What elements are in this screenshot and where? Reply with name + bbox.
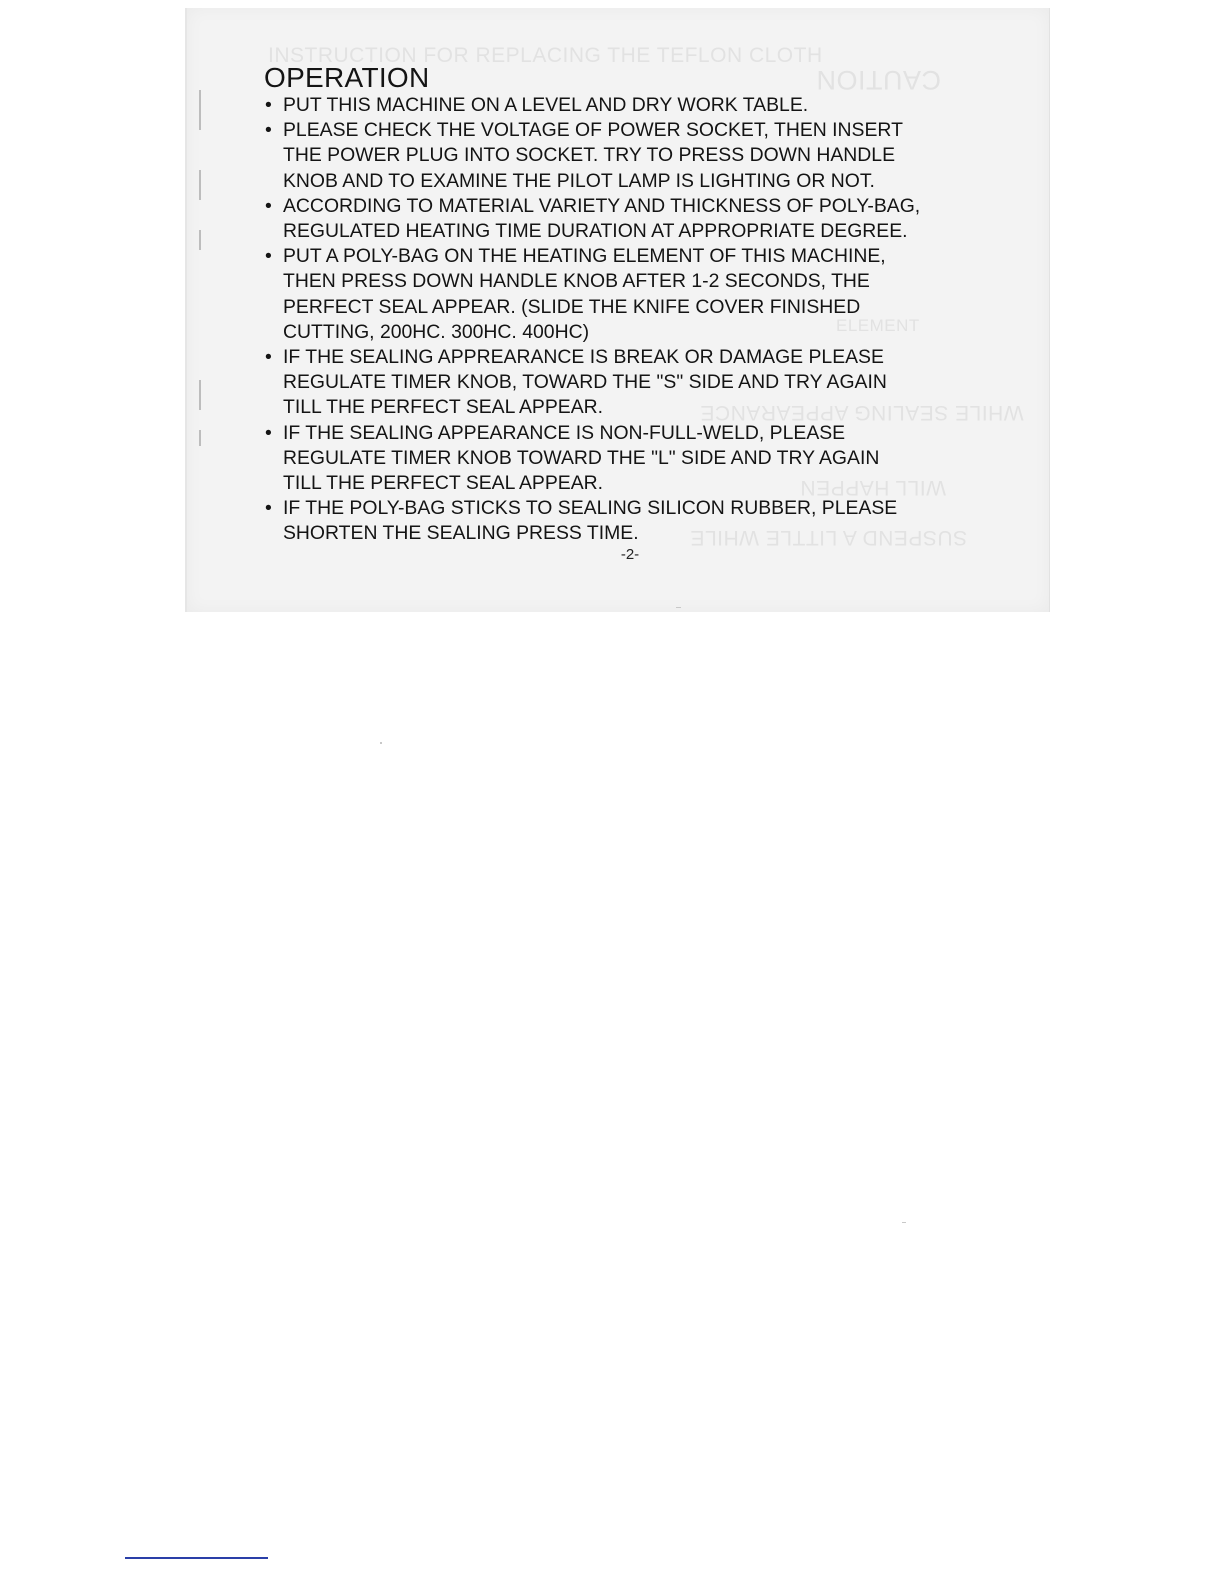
bleed-through-line: CAUTION — [816, 65, 941, 95]
list-item-text: ACCORDING TO MATERIAL VARIETY AND THICKNESS OF POLY-BAG, REGULATED HEATING TIME DURATION AT APPROPRIATE DEGREE. — [283, 194, 921, 243]
page-number: -2- — [620, 546, 640, 563]
list-item — [263, 118, 1023, 194]
section-heading: OPERATION — [264, 62, 430, 93]
scan-artifact-line — [125, 1557, 268, 1559]
instruction-list — [263, 93, 1023, 547]
scan-speck — [902, 1222, 906, 1223]
bleed-through-line: ELEMENT — [836, 316, 920, 335]
bullet: • — [265, 94, 272, 116]
list-item-text: IF THE SEALING APPEARANCE IS NON-FULL-WELD, PLEASE REGULATE TIMER KNOB TOWARD THE "L" SIDE AND TRY AGAIN TILL THE PERFECT SEAL APPEAR. — [283, 421, 880, 495]
bullet: • — [265, 194, 272, 217]
bullet: • — [265, 119, 272, 142]
list-item-text: PUT A POLY-BAG ON THE HEATING ELEMENT OF THIS MACHINE, THEN PRESS DOWN HANDLE KNOB AFTER 1-2 SECONDS, THE PERFECT SEAL APPEAR. (SLIDE THE KNIFE COVER FINISHED CUTTING, 200HC. 300HC. 400HC) — [283, 245, 886, 343]
list-item — [263, 496, 1023, 546]
bleed-through-line: WILL HAPPEN — [800, 476, 946, 499]
list-item-text: IF THE POLY-BAG STICKS TO SEALING SILICON RUBBER, PLEASE SHORTEN THE SEALING PRESS TIME. — [283, 497, 898, 545]
bullet: • — [265, 245, 272, 268]
list-item — [263, 345, 1023, 421]
bullet: • — [265, 346, 272, 369]
list-item — [263, 194, 1023, 244]
scan-speck — [676, 607, 681, 608]
list-item-text: PLEASE CHECK THE VOLTAGE OF POWER SOCKET, THEN INSERT THE POWER PLUG INTO SOCKET. TRY TO PRESS DOWN HANDLE KNOB AND TO EXAMINE THE PILOT LAMP IS LIGHTING OR NOT. — [283, 119, 903, 192]
document-body — [263, 60, 1023, 547]
bullet: • — [265, 421, 272, 444]
bleed-through-line: WHILE SEALING APPEARANCE — [700, 401, 1024, 424]
bleed-through-line: SUSPEND A LITTLE WHILE — [690, 526, 968, 549]
bleed-through-line: INSTRUCTION FOR REPLACING THE TEFLON CLOTH — [268, 44, 823, 67]
binding-marks — [195, 80, 207, 460]
scan-speck — [380, 742, 382, 744]
list-item-text: IF THE SEALING APPREARANCE IS BREAK OR DAMAGE PLEASE REGULATE TIMER KNOB, TOWARD THE "S" SIDE AND TRY AGAIN TILL THE PERFECT SEAL APPEAR. — [283, 346, 887, 419]
list-item — [263, 244, 1023, 345]
list-item — [263, 93, 1023, 118]
list-item-text: PUT THIS MACHINE ON A LEVEL AND DRY WORK TABLE. — [283, 94, 809, 116]
bullet: • — [265, 497, 272, 520]
list-item — [263, 421, 1023, 497]
